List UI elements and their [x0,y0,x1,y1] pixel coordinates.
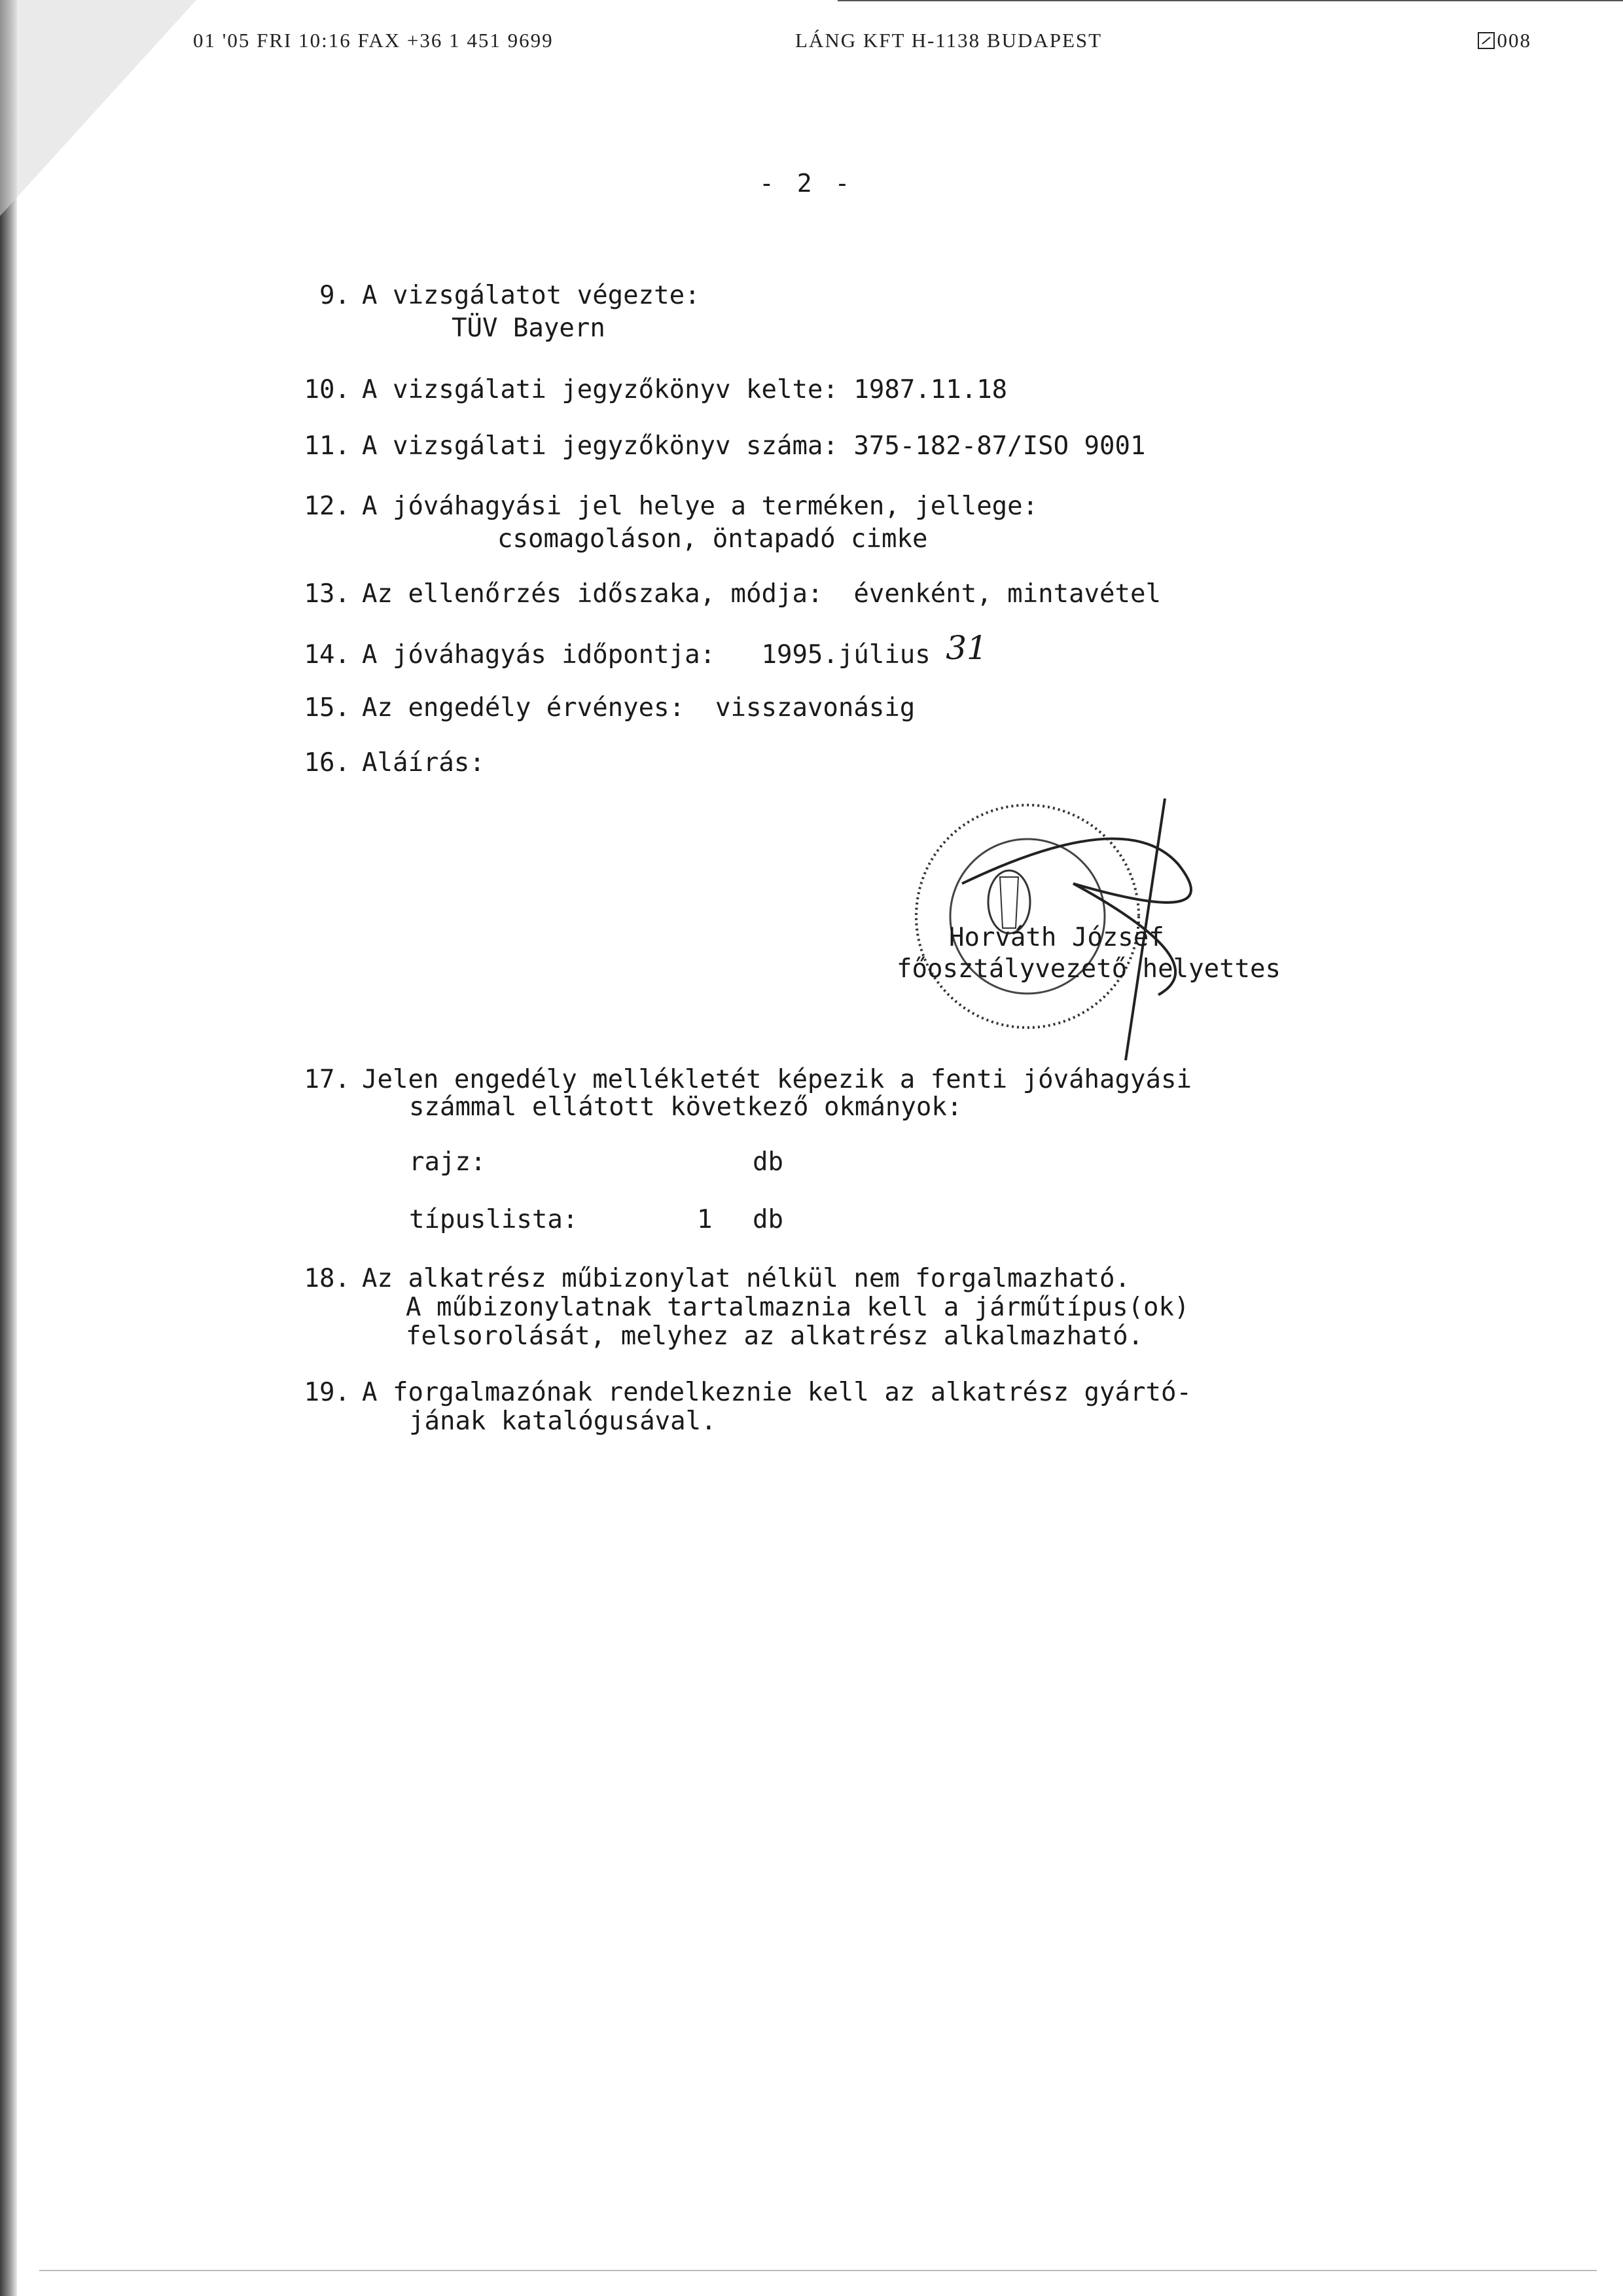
item-text: A vizsgálati jegyzőkönyv kelte: 1987.11.18 [362,375,1008,404]
item-19-line1: A forgalmazónak rendelkeznie kell az alkatrész gyártó- [362,1378,1192,1407]
fax-company: LÁNG KFT H-1138 BUDAPEST [795,29,1103,52]
item-19 [275,1377,1192,1408]
scan-left-edge [0,0,17,2296]
item-number: 16. [304,748,350,778]
item-number: 14. [304,640,350,670]
item-19-line2: jának katalógusával. [409,1407,717,1436]
item-10 [275,374,1007,406]
item-17-line1: Jelen engedély mellékletét képezik a fenti jóváhagyási [362,1065,1192,1094]
fax-transmission-line: 01 '05 FRI 10:16 FAX +36 1 451 9699 [193,29,554,52]
scan-corner-fold [0,0,196,216]
item-16 [275,747,485,779]
item-number: 12. [304,492,350,521]
item-17-line2: számmal ellátott következő okmányok: [409,1092,963,1122]
signer-name: Horváth József [949,923,1164,952]
fax-page-code [1478,29,1532,52]
tipuslista-unit: db [753,1205,783,1234]
item-text: A vizsgálati jegyzőkönyv száma: 375-182-87/ISO 9001 [362,431,1146,461]
item-14 [275,629,988,671]
signer-title: főosztályvezető helyettes [897,954,1281,984]
item-text: Az engedély érvényes: visszavonásig [362,693,916,723]
item-number: 9. [319,281,350,310]
item-18-line2: A műbizonylatnak tartalmaznia kell a járműtípus(ok) [406,1293,1190,1322]
item-number: 19. [304,1378,350,1407]
rajz-label: rajz: [409,1147,486,1177]
scan-top-rule [838,0,1623,1]
item-text: Az ellenőrzés időszaka, módja: évenként, mintavétel [362,579,1161,609]
tipuslista-label: típuslista: [409,1205,579,1234]
item-number: 17. [304,1065,350,1094]
item-12-sub: csomagoláson, öntapadó cimke [497,524,928,554]
page-number: - 2 - [759,169,854,198]
item-12 [275,491,1038,522]
item-18-line1: Az alkatrész műbizonylat nélkül nem forgalmazható. [362,1264,1130,1293]
item-text: A jóváhagyási jel helye a terméken, jellege: [362,492,1039,521]
item-11 [275,431,1145,462]
item-number: 18. [304,1264,350,1293]
item-15 [275,692,915,724]
item-text: Aláírás: [362,748,485,778]
item-text: A jóváhagyás időpontja: 1995.július [362,640,946,670]
item-number: 10. [304,375,350,404]
item-9-sub: TÜV Bayern [452,314,605,343]
fax-page-code-text: 008 [1497,29,1531,52]
item-18 [275,1263,1130,1295]
item-number: 15. [304,693,350,723]
handwritten-day: 31 [946,629,988,667]
signature-block [851,779,1440,1067]
item-number: 13. [304,579,350,609]
tipuslista-count: 1 [697,1205,713,1234]
fax-header [193,29,1531,55]
item-text: A vizsgálatot végezte: [362,281,700,310]
item-13 [275,579,1161,610]
item-number: 11. [304,431,350,461]
fax-page-icon [1478,32,1495,49]
item-17 [275,1064,1192,1096]
item-18-line3: felsorolását, melyhez az alkatrész alkalmazható. [406,1321,1144,1351]
item-9 [275,280,700,312]
rajz-unit: db [753,1147,783,1177]
scan-bottom-rule [39,2270,1597,2271]
